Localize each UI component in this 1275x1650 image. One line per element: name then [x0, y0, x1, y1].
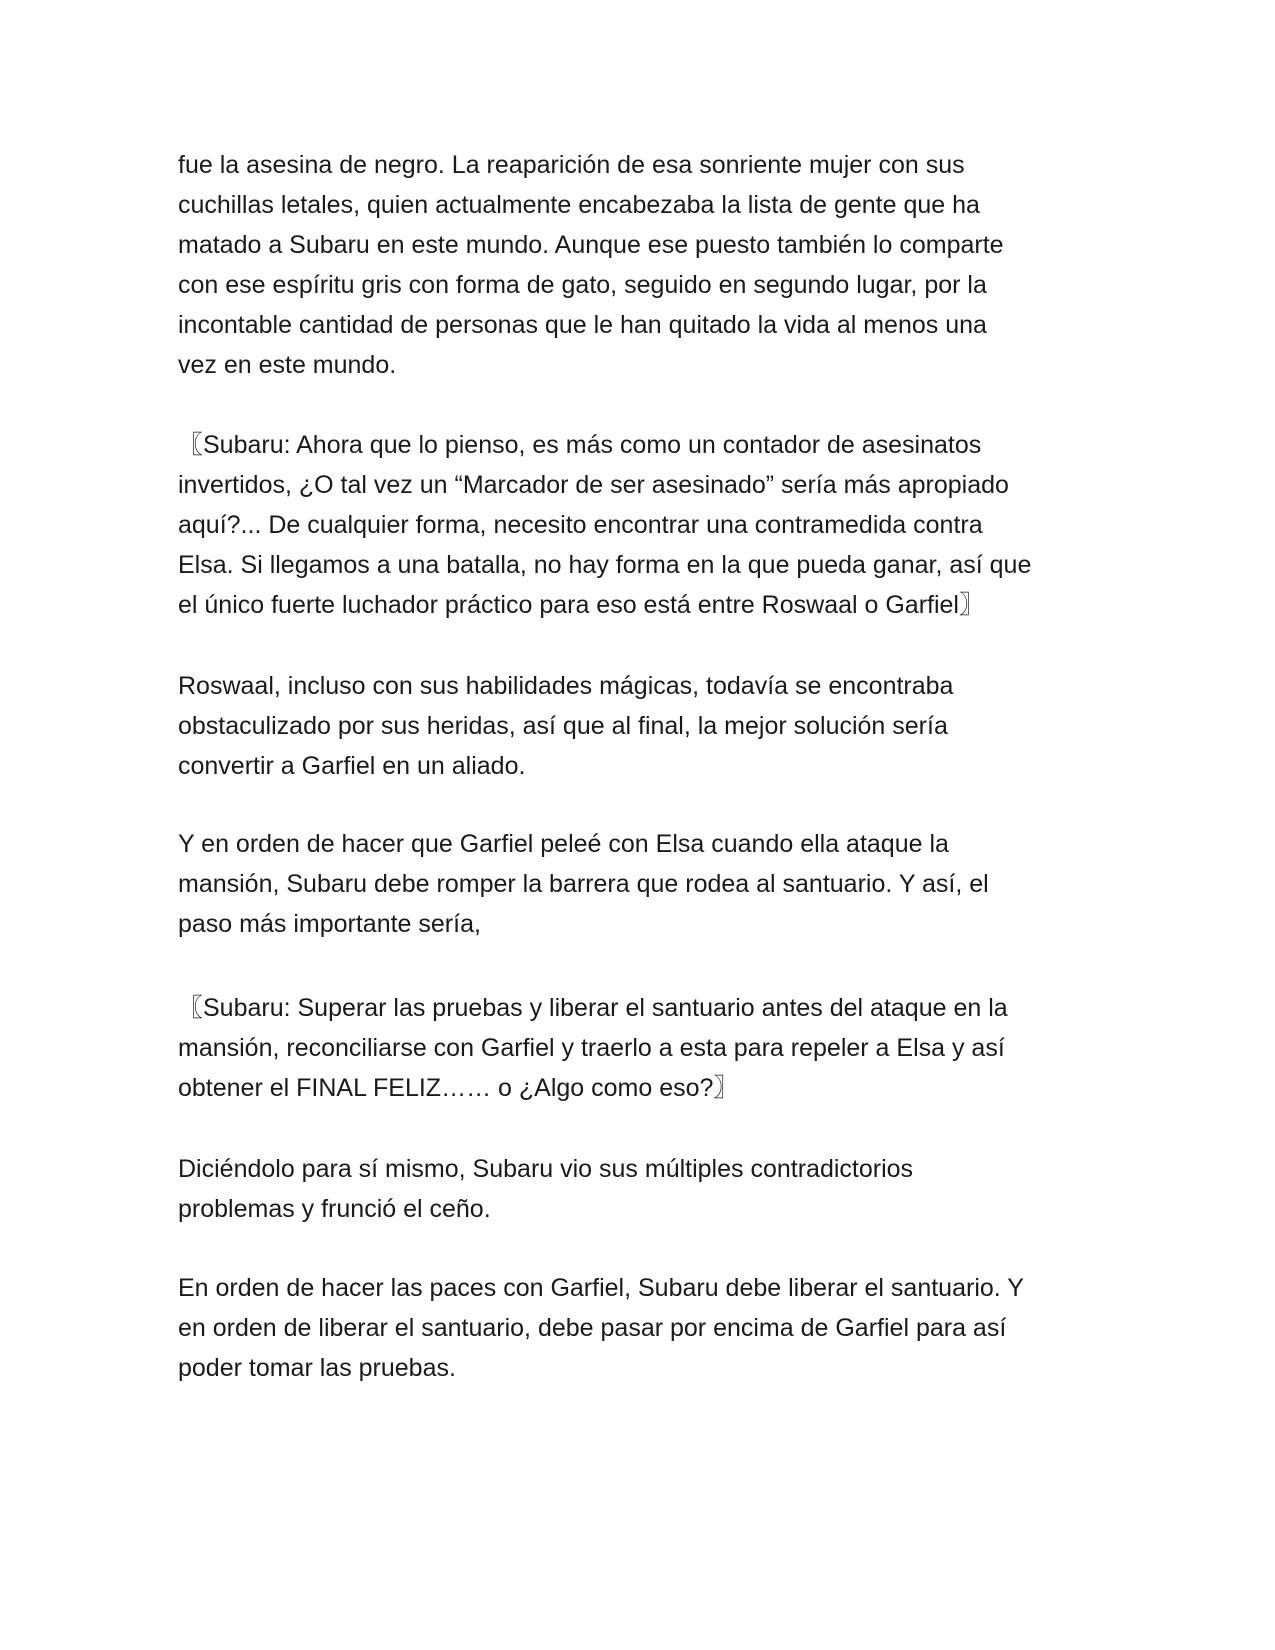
text-line: Elsa. Si llegamos a una batalla, no hay forma en la que pueda ganar, así que [178, 551, 1032, 579]
paragraph-7 [178, 1268, 1098, 1388]
text-line: matado a Subaru en este mundo. Aunque ese puesto también lo comparte [178, 231, 1004, 259]
text-line: mansión, reconciliarse con Garfiel y traerlo a esta para repeler a Elsa y así [178, 1034, 1005, 1062]
text-line: el único fuerte luchador práctico para eso está entre Roswaal o Garfiel〗 [178, 591, 984, 619]
paragraph-6 [178, 1149, 1098, 1229]
text-line: poder tomar las pruebas. [178, 1354, 456, 1382]
text-line: invertidos, ¿O tal vez un “Marcador de ser asesinado” sería más apropiado [178, 471, 1009, 499]
text-line: convertir a Garfiel en un aliado. [178, 752, 526, 780]
text-line: Y en orden de hacer que Garfiel peleé con Elsa cuando ella ataque la [178, 830, 949, 858]
text-line: En orden de hacer las paces con Garfiel, Subaru debe liberar el santuario. Y [178, 1274, 1024, 1302]
text-line: con ese espíritu gris con forma de gato, seguido en segundo lugar, por la [178, 271, 987, 299]
text-line: en orden de liberar el santuario, debe pasar por encima de Garfiel para así [178, 1314, 1007, 1342]
text-line: 〖Subaru: Ahora que lo pienso, es más como un contador de asesinatos [178, 431, 982, 459]
text-line: vez en este mundo. [178, 351, 397, 379]
text-line: problemas y frunció el ceño. [178, 1195, 491, 1223]
text-line: mansión, Subaru debe romper la barrera que rodea al santuario. Y así, el [178, 870, 989, 898]
text-line: paso más importante sería, [178, 910, 481, 938]
text-line: 〖Subaru: Superar las pruebas y liberar el santuario antes del ataque en la [178, 994, 1008, 1022]
text-line: aquí?... De cualquier forma, necesito encontrar una contramedida contra [178, 511, 983, 539]
paragraph-1 [178, 145, 1098, 385]
text-line: fue la asesina de negro. La reaparición de esa sonriente mujer con sus [178, 151, 965, 179]
paragraph-5-dialogue [178, 988, 1098, 1108]
text-line: incontable cantidad de personas que le han quitado la vida al menos una [178, 311, 987, 339]
text-line: obstaculizado por sus heridas, así que al final, la mejor solución sería [178, 712, 948, 740]
text-line: cuchillas letales, quien actualmente encabezaba la lista de gente que ha [178, 191, 980, 219]
text-line: Diciéndolo para sí mismo, Subaru vio sus múltiples contradictorios [178, 1155, 914, 1183]
paragraph-3 [178, 666, 1098, 786]
text-line: Roswaal, incluso con sus habilidades mágicas, todavía se encontraba [178, 672, 954, 700]
paragraph-2-dialogue [178, 425, 1098, 625]
text-line: obtener el FINAL FELIZ…… o ¿Algo como eso?〗 [178, 1074, 739, 1102]
paragraph-4 [178, 824, 1098, 944]
